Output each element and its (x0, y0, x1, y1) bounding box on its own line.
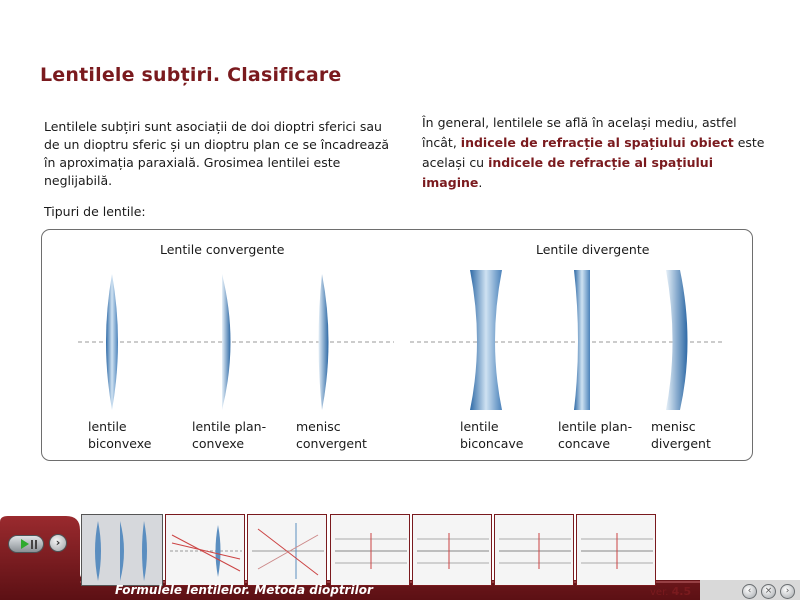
biconcave-lens (470, 270, 502, 410)
slide-thumbnail-3[interactable] (247, 514, 327, 586)
thumbnail-lenses-icon (82, 515, 163, 586)
plano-convex-lens (222, 274, 231, 410)
slide-thumbnail-7[interactable] (576, 514, 656, 586)
lens-label-plano-convex (192, 418, 282, 452)
back-button[interactable] (742, 584, 757, 599)
lesson-title: Formulele lentilelor. Metoda dioptrilor (115, 583, 373, 597)
intro-right-text-2: este același cu (422, 135, 765, 170)
version-label (650, 585, 691, 598)
biconvex-lens (106, 274, 118, 410)
bottom-navigation-bar (0, 478, 800, 600)
thumbnail-lines-icon (413, 515, 492, 586)
slide-thumbnail-6[interactable] (494, 514, 574, 586)
thumbnail-ray-diagram-icon (166, 515, 245, 586)
intro-right-paragraph (422, 113, 772, 193)
pause-icon (31, 540, 37, 549)
thumbnail-geometry-icon (248, 515, 327, 586)
close-icon: × (764, 586, 773, 596)
lens-types-panel (41, 229, 753, 461)
intro-left-paragraph: Lentilele subțiri sunt asociații de doi dioptri sferici sau de un dioptru sferic și un dioptru plan ce se încadrează în aproximația paraxială. Grosimea lentilei este neglijabilă. (44, 119, 390, 188)
lens-label-line: lentile plan- (192, 419, 267, 434)
lens-label-convergent-meniscus (296, 418, 386, 452)
play-pause-button[interactable] (8, 535, 44, 553)
lens-label-line: biconcave (460, 436, 524, 451)
next-button[interactable] (49, 534, 67, 552)
lens-label-line: lentile plan- (558, 419, 633, 434)
lens-types-label: Tipuri de lentile: (44, 204, 146, 219)
version-number: 4.5 (671, 585, 692, 598)
page-title: Lentilele subțiri. Clasificare (40, 64, 342, 86)
lens-label-line: divergent (651, 436, 711, 451)
thumbnail-lines-icon (331, 515, 410, 586)
object-index-emphasis: indicele de refracție al spațiului obiect (460, 135, 734, 150)
lens-label-line: concave (558, 436, 611, 451)
convergent-meniscus-lens (319, 274, 329, 410)
image-index-emphasis: indicele de refracție al spațiului imagine (422, 155, 713, 190)
lens-label-divergent-meniscus (651, 418, 741, 452)
lens-label-line: biconvexe (88, 436, 152, 451)
plano-concave-lens (574, 270, 590, 410)
lens-label-biconvex (88, 418, 178, 452)
forward-icon: › (785, 586, 790, 596)
lens-label-line: lentile (460, 419, 499, 434)
lens-label-line: menisc (651, 419, 696, 434)
next-icon: › (55, 536, 61, 549)
lens-label-line: menisc (296, 419, 341, 434)
slide-thumbnail-4[interactable] (330, 514, 410, 586)
back-icon: ‹ (747, 586, 752, 596)
lens-label-plano-concave (558, 418, 648, 452)
close-button[interactable] (761, 584, 776, 599)
lens-label-line: lentile (88, 419, 127, 434)
slide-thumbnail-2[interactable] (165, 514, 245, 586)
play-icon (21, 539, 29, 549)
convergent-group-title: Lentile convergente (160, 242, 285, 257)
divergent-meniscus-lens (666, 270, 688, 410)
lens-label-biconcave (460, 418, 550, 452)
divergent-group-title: Lentile divergente (536, 242, 650, 257)
intro-right-text-1: În general, lentilele se află în același mediu, astfel încât, (422, 115, 737, 150)
forward-button[interactable] (780, 584, 795, 599)
thumbnail-lines-icon (495, 515, 574, 586)
version-prefix: ver. (650, 587, 669, 598)
lens-label-line: convergent (296, 436, 367, 451)
slide-thumbnail-5[interactable] (412, 514, 492, 586)
intro-right-text-3: . (478, 175, 483, 190)
thumbnail-lines-icon (577, 515, 656, 586)
lens-label-line: convexe (192, 436, 245, 451)
slide-thumbnail-1[interactable] (81, 514, 163, 586)
